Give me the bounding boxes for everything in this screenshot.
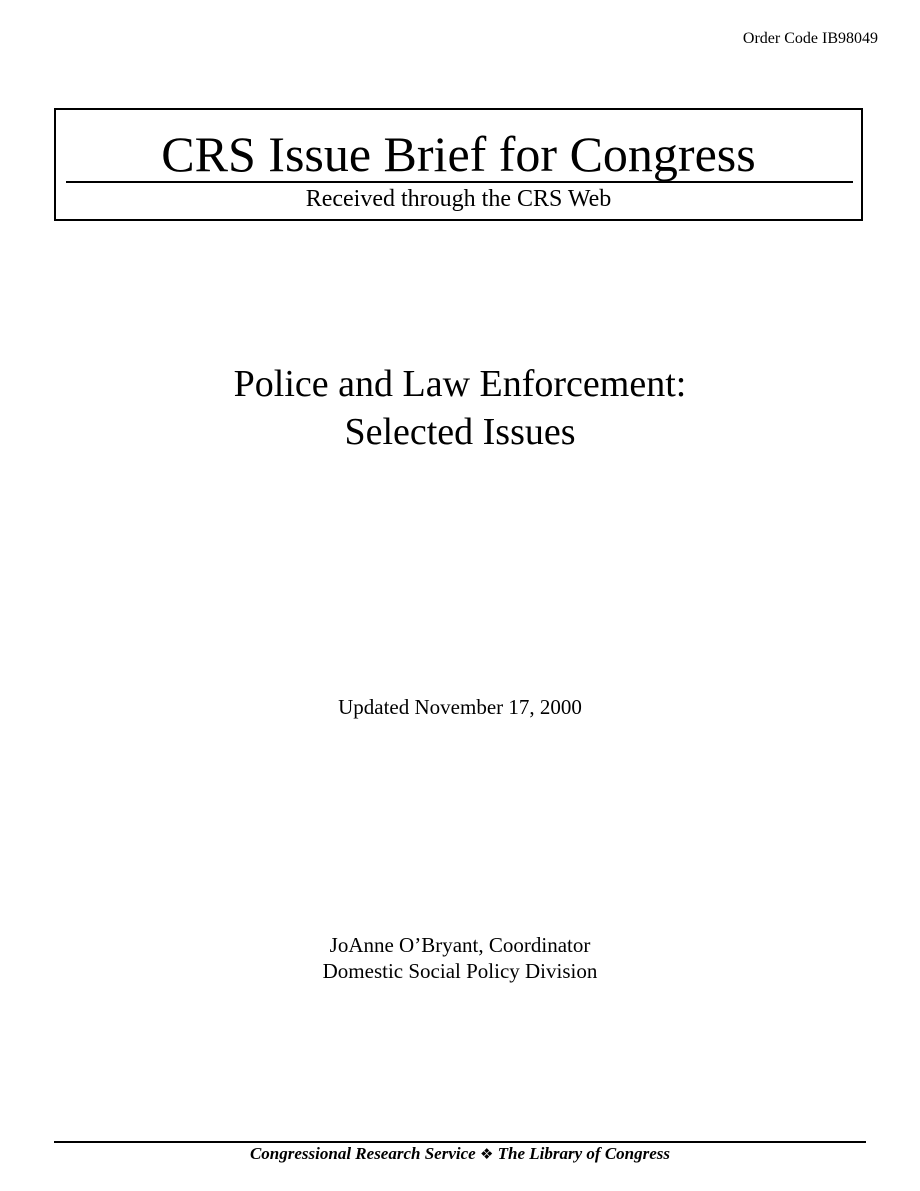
banner-subtitle: Received through the CRS Web xyxy=(305,186,612,212)
updated-date: Updated November 17, 2000 xyxy=(338,695,582,719)
footer-organization: Congressional Research Service xyxy=(249,1144,476,1163)
title-banner xyxy=(54,108,863,221)
order-code: Order Code IB98049 xyxy=(742,30,878,47)
banner-divider xyxy=(66,181,853,183)
diamond-separator-icon: ❖ xyxy=(479,1145,494,1163)
banner-title: CRS Issue Brief for Congress xyxy=(161,126,756,182)
document-title-line-2: Selected Issues xyxy=(344,411,576,453)
document-title xyxy=(0,360,920,456)
author-division: Domestic Social Policy Division xyxy=(322,959,598,983)
author-block xyxy=(0,932,920,984)
author-name: JoAnne O’Bryant, Coordinator xyxy=(329,933,591,957)
footer-library: The Library of Congress xyxy=(497,1144,671,1163)
footer xyxy=(0,1143,920,1165)
document-title-line-1: Police and Law Enforcement: xyxy=(233,363,687,405)
